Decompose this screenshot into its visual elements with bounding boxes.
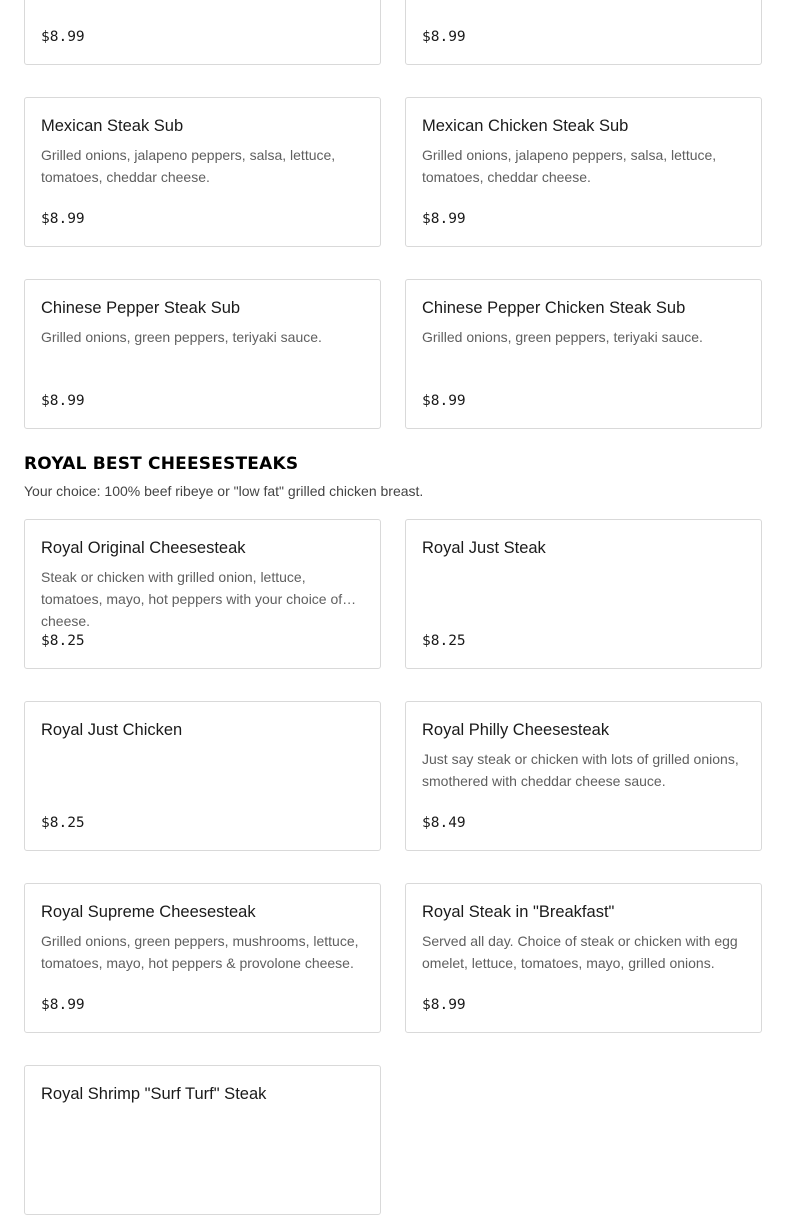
item-description: Grilled onions, green peppers, teriyaki sauce. — [41, 329, 322, 345]
item-price: $8.49 — [422, 815, 466, 831]
menu-item-card[interactable] — [24, 883, 381, 1033]
item-price: $8.99 — [41, 29, 85, 45]
item-name: Royal Just Steak — [422, 539, 546, 557]
item-description: Steak or chicken with grilled onion, lettuce, tomatoes, mayo, hot peppers with your choice of cheese. — [41, 569, 343, 629]
item-price: $8.99 — [41, 393, 85, 409]
item-price: $8.99 — [422, 997, 466, 1013]
menu-item-card[interactable] — [24, 519, 381, 669]
menu-item-card[interactable] — [24, 0, 381, 65]
item-name: Royal Philly Cheesesteak — [422, 721, 610, 739]
menu-item-card[interactable] — [24, 97, 381, 247]
item-description: Grilled onions, green peppers, mushrooms, lettuce, tomatoes, mayo, hot peppers & provolone cheese. — [41, 933, 359, 971]
item-name: Mexican Steak Sub — [41, 117, 184, 135]
menu-item-card[interactable] — [405, 701, 762, 851]
item-price: $8.99 — [422, 211, 466, 227]
item-name: Royal Steak in "Breakfast" — [422, 903, 615, 921]
menu-item-card[interactable] — [405, 279, 762, 429]
item-description: Just say steak or chicken with lots of grilled onions, smothered with cheddar cheese sauce. — [422, 751, 739, 789]
item-name: Royal Supreme Cheesesteak — [41, 903, 256, 921]
item-price: $8.99 — [41, 211, 85, 227]
item-price: $8.99 — [422, 29, 466, 45]
item-price: $8.25 — [422, 633, 466, 649]
menu-item-card[interactable] — [24, 701, 381, 851]
menu-item-card[interactable] — [24, 279, 381, 429]
item-name: Royal Shrimp "Surf Turf" Steak — [41, 1085, 267, 1103]
menu-item-card[interactable] — [405, 0, 762, 65]
section-description: Your choice: 100% beef ribeye or "low fat" grilled chicken breast. — [24, 483, 424, 499]
item-name: Royal Just Chicken — [41, 721, 183, 739]
item-description: Grilled onions, jalapeno peppers, salsa, lettuce, tomatoes, cheddar cheese. — [422, 147, 717, 185]
item-name: Chinese Pepper Chicken Steak Sub — [422, 299, 686, 317]
item-description: Grilled onions, green peppers, teriyaki sauce. — [422, 329, 703, 345]
item-price: $8.25 — [41, 633, 85, 649]
item-price: $8.25 — [41, 815, 85, 831]
item-name: Royal Original Cheesesteak — [41, 539, 246, 557]
item-price: $8.99 — [422, 393, 466, 409]
menu-item-card[interactable] — [405, 519, 762, 669]
item-name: Chinese Pepper Steak Sub — [41, 299, 241, 317]
item-description: Grilled onions, jalapeno peppers, salsa, lettuce, tomatoes, cheddar cheese. — [41, 147, 336, 185]
menu-item-card[interactable] — [405, 97, 762, 247]
section-title: ROYAL BEST CHEESESTEAKS — [24, 454, 299, 474]
item-description: Served all day. Choice of steak or chicken with egg omelet, lettuce, tomatoes, mayo, grilled onions. — [422, 933, 738, 971]
item-name: Mexican Chicken Steak Sub — [422, 117, 629, 135]
item-price: $8.99 — [41, 997, 85, 1013]
menu-item-card[interactable] — [24, 1065, 381, 1215]
menu-item-card[interactable] — [405, 883, 762, 1033]
